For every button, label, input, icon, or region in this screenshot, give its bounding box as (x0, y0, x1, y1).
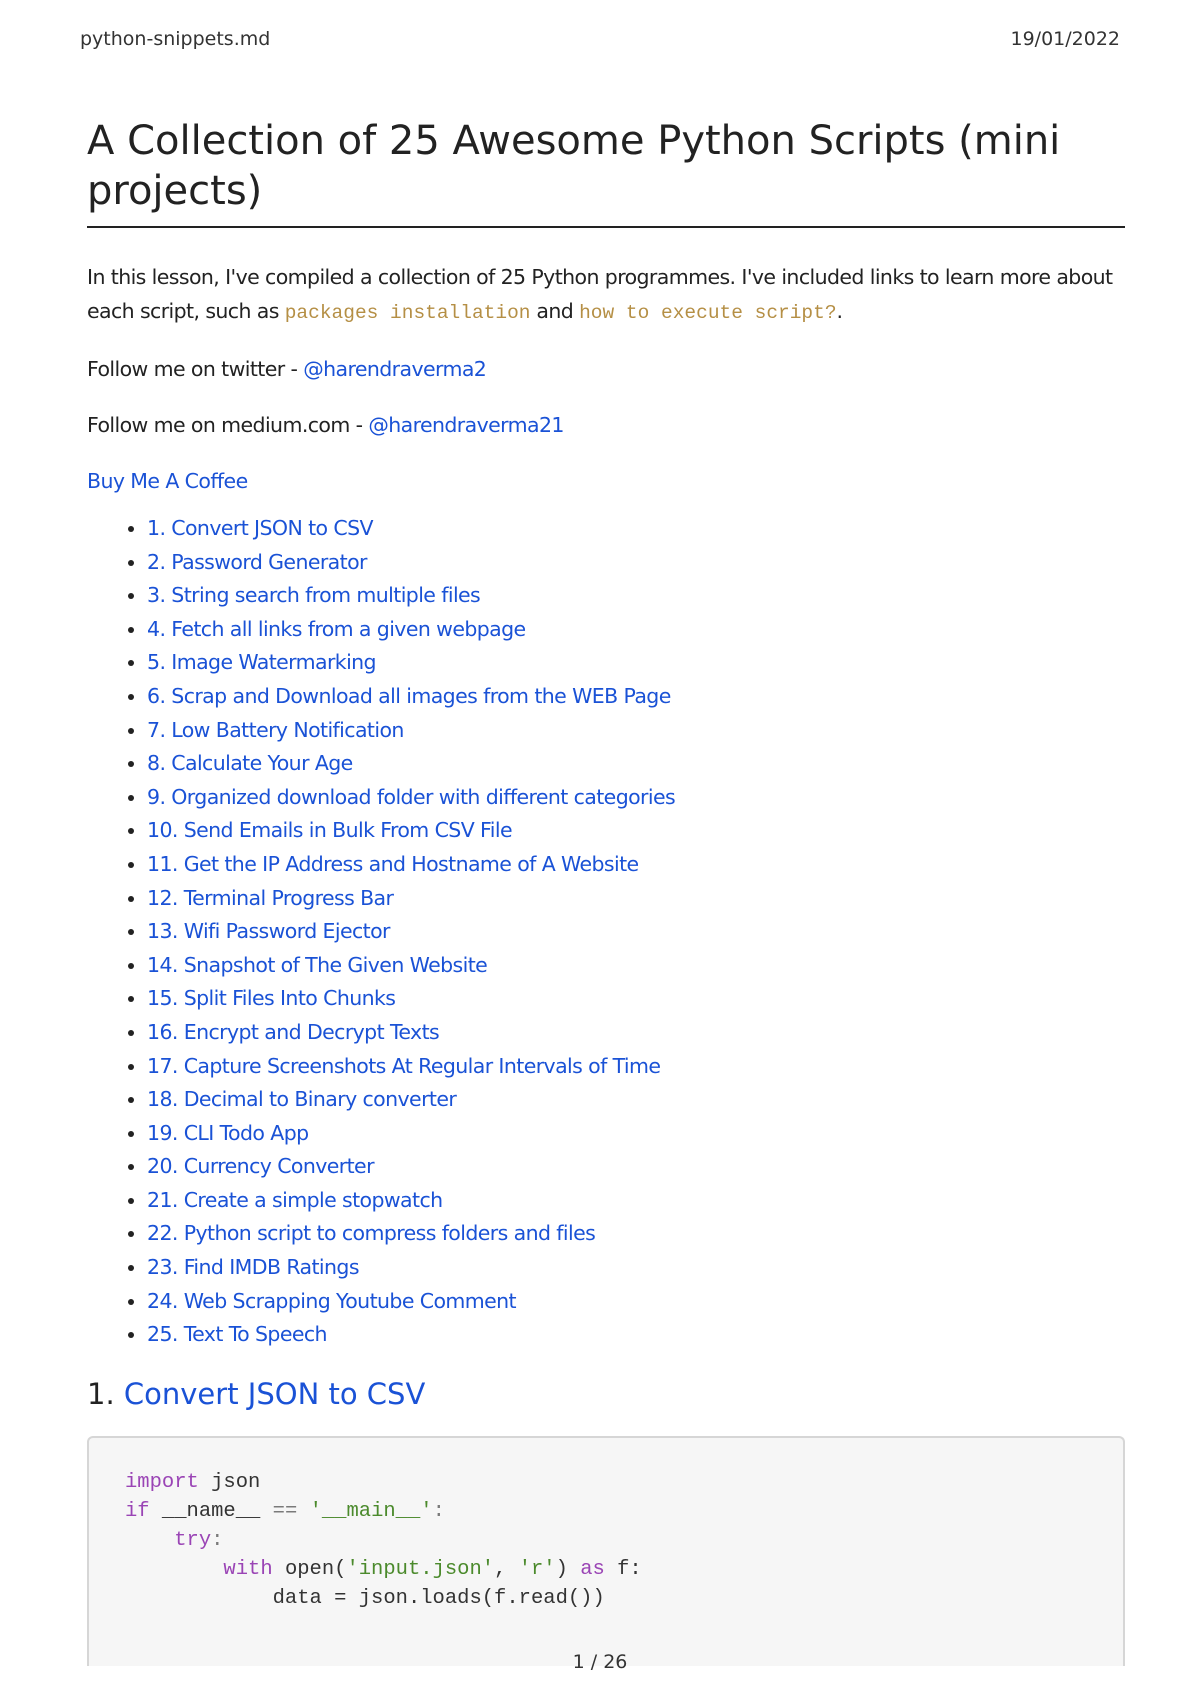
list-item (147, 1117, 1125, 1151)
code-text: , (494, 1557, 519, 1581)
code-text: open( (272, 1557, 347, 1581)
code-keyword: try (174, 1528, 212, 1552)
list-item (147, 1016, 1125, 1050)
document-filename: python-snippets.md (80, 28, 271, 50)
medium-link[interactable]: @harendraverma21 (368, 413, 564, 437)
inline-code-execute: how to execute script? (579, 302, 837, 324)
toc-link-11[interactable]: 11. Get the IP Address and Hostname of A Website (147, 851, 639, 876)
list-item (147, 1285, 1125, 1319)
toc-link-4[interactable]: 4. Fetch all links from a given webpage (147, 616, 526, 641)
toc-link-2[interactable]: 2. Password Generator (147, 549, 367, 574)
list-item (147, 714, 1125, 748)
toc-link-6[interactable]: 6. Scrap and Download all images from the WEB Page (147, 683, 671, 708)
code-content (125, 1468, 1123, 1613)
section-heading-1 (87, 1374, 1125, 1414)
section-title-link[interactable]: Convert JSON to CSV (123, 1376, 426, 1411)
inline-code-packages: packages installation (284, 302, 531, 324)
code-text: f: (604, 1557, 642, 1581)
list-item (147, 546, 1125, 580)
document-body (87, 116, 1125, 1666)
toc-link-24[interactable]: 24. Web Scrapping Youtube Comment (147, 1288, 516, 1313)
medium-line (87, 408, 1125, 442)
coffee-line (87, 464, 1125, 498)
list-item (147, 949, 1125, 983)
toc-link-19[interactable]: 19. CLI Todo App (147, 1120, 309, 1145)
intro-paragraph (87, 260, 1125, 330)
code-keyword: if (125, 1499, 150, 1523)
page-title: A Collection of 25 Awesome Python Scripts (mini projects) (87, 116, 1125, 228)
list-item (147, 747, 1125, 781)
list-item (147, 1184, 1125, 1218)
list-item (147, 814, 1125, 848)
code-operator: == (272, 1499, 298, 1523)
page-number: 1 / 26 (572, 1651, 628, 1673)
code-block (87, 1436, 1125, 1666)
intro-text-3: . (836, 299, 843, 323)
list-item (147, 882, 1125, 916)
section-number: 1. (87, 1376, 124, 1411)
code-text: data = json.loads(f.read()) (272, 1586, 605, 1610)
code-keyword: import (125, 1470, 199, 1494)
table-of-contents (87, 512, 1125, 1352)
toc-link-14[interactable]: 14. Snapshot of The Given Website (147, 952, 488, 977)
code-string: 'r' (518, 1557, 556, 1581)
twitter-link[interactable]: @harendraverma2 (303, 357, 487, 381)
twitter-line (87, 352, 1125, 386)
list-item (147, 613, 1125, 647)
toc-link-23[interactable]: 23. Find IMDB Ratings (147, 1255, 359, 1280)
intro-text-1: In this lesson, I've compiled a collection of 25 Python programmes. I've included links to learn more about each script, such as (87, 265, 1113, 323)
toc-link-12[interactable]: 12. Terminal Progress Bar (147, 885, 394, 910)
code-text: json (198, 1470, 261, 1494)
list-item (147, 1050, 1125, 1084)
toc-link-25[interactable]: 25. Text To Speech (147, 1322, 327, 1347)
code-text: __name__ (149, 1499, 273, 1523)
list-item (147, 1217, 1125, 1251)
list-item (147, 512, 1125, 546)
list-item (147, 1150, 1125, 1184)
twitter-prefix: Follow me on twitter - (87, 357, 304, 381)
code-text: ) (555, 1557, 581, 1581)
intro-text-2: and (530, 299, 580, 323)
code-string: 'input.json' (346, 1557, 495, 1581)
toc-link-3[interactable]: 3. String search from multiple files (147, 583, 481, 608)
buy-me-a-coffee-link[interactable]: Buy Me A Coffee (87, 469, 248, 493)
list-item (147, 1318, 1125, 1352)
list-item (147, 915, 1125, 949)
code-string: '__main__' (309, 1499, 433, 1523)
code-punct: : (211, 1528, 224, 1552)
toc-link-18[interactable]: 18. Decimal to Binary converter (147, 1087, 457, 1112)
running-header (80, 28, 1120, 50)
code-punct: : (432, 1499, 445, 1523)
document-date: 19/01/2022 (1010, 28, 1120, 50)
toc-link-10[interactable]: 10. Send Emails in Bulk From CSV File (147, 818, 512, 843)
list-item (147, 680, 1125, 714)
toc-link-8[interactable]: 8. Calculate Your Age (147, 751, 353, 776)
list-item (147, 1251, 1125, 1285)
toc-link-1[interactable]: 1. Convert JSON to CSV (147, 516, 373, 540)
toc-link-13[interactable]: 13. Wifi Password Ejector (147, 919, 390, 944)
toc-link-7[interactable]: 7. Low Battery Notification (147, 717, 404, 742)
list-item (147, 848, 1125, 882)
list-item (147, 646, 1125, 680)
toc-link-9[interactable]: 9. Organized download folder with different categories (147, 784, 676, 809)
list-item (147, 1083, 1125, 1117)
code-keyword: with (223, 1557, 273, 1581)
list-item (147, 579, 1125, 613)
toc-link-21[interactable]: 21. Create a simple stopwatch (147, 1187, 443, 1212)
medium-prefix: Follow me on medium.com - (87, 413, 369, 437)
list-item (147, 781, 1125, 815)
list-item (147, 982, 1125, 1016)
toc-link-20[interactable]: 20. Currency Converter (147, 1154, 374, 1179)
toc-link-22[interactable]: 22. Python script to compress folders and files (147, 1221, 596, 1246)
toc-link-15[interactable]: 15. Split Files Into Chunks (147, 986, 396, 1011)
toc-link-17[interactable]: 17. Capture Screenshots At Regular Intervals of Time (147, 1053, 661, 1078)
toc-link-16[interactable]: 16. Encrypt and Decrypt Texts (147, 1019, 440, 1044)
toc-link-5[interactable]: 5. Image Watermarking (147, 650, 376, 675)
code-keyword: as (580, 1557, 605, 1581)
